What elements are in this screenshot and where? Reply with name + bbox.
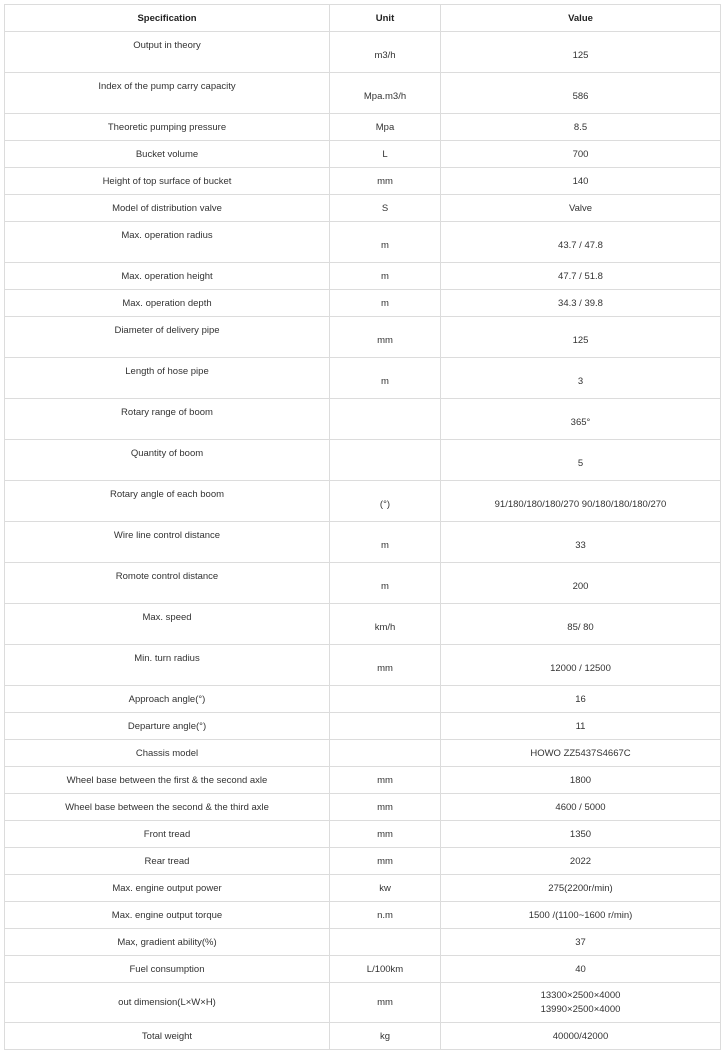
table-row	[5, 794, 721, 821]
table-row	[5, 195, 721, 222]
cell-value: 8.5	[441, 114, 721, 141]
cell-unit: m	[330, 358, 441, 399]
cell-spec: Wire line control distance	[5, 522, 330, 563]
cell-spec: Output in theory	[5, 32, 330, 73]
cell-spec: Quantity of boom	[5, 440, 330, 481]
table-row-total-weight	[5, 1023, 721, 1050]
header-specification: Specification	[5, 5, 330, 32]
table-row	[5, 263, 721, 290]
cell-spec: Fuel consumption	[5, 956, 330, 983]
table-row	[5, 73, 721, 114]
cell-spec: Max. engine output torque	[5, 902, 330, 929]
table-row	[5, 290, 721, 317]
cell-unit: mm	[330, 848, 441, 875]
cell-value: 3	[441, 358, 721, 399]
cell-spec: Front tread	[5, 821, 330, 848]
spec-table	[4, 4, 721, 1050]
cell-unit: (°)	[330, 481, 441, 522]
cell-value: 5	[441, 440, 721, 481]
cell-spec: Max, gradient ability(%)	[5, 929, 330, 956]
cell-value: 125	[441, 32, 721, 73]
cell-spec: Total weight	[5, 1023, 330, 1050]
table-row	[5, 168, 721, 195]
cell-value: 47.7 / 51.8	[441, 263, 721, 290]
table-row	[5, 713, 721, 740]
cell-value: 4600 / 5000	[441, 794, 721, 821]
cell-spec: Height of top surface of bucket	[5, 168, 330, 195]
cell-unit: L	[330, 141, 441, 168]
cell-unit: mm	[330, 983, 441, 1023]
cell-value: 1350	[441, 821, 721, 848]
cell-unit: km/h	[330, 604, 441, 645]
cell-spec: Rear tread	[5, 848, 330, 875]
cell-value: 85/ 80	[441, 604, 721, 645]
cell-value: 12000 / 12500	[441, 645, 721, 686]
table-row	[5, 563, 721, 604]
cell-spec: Index of the pump carry capacity	[5, 73, 330, 114]
cell-unit: m	[330, 263, 441, 290]
table-row	[5, 114, 721, 141]
cell-unit: m	[330, 222, 441, 263]
cell-unit: kg	[330, 1023, 441, 1050]
cell-value: 2022	[441, 848, 721, 875]
table-row	[5, 222, 721, 263]
cell-value-line: 13300×2500×4000	[540, 989, 621, 1001]
cell-value: 275(2200r/min)	[441, 875, 721, 902]
cell-spec: Departure angle(°)	[5, 713, 330, 740]
cell-value: 1800	[441, 767, 721, 794]
cell-spec: Theoretic pumping pressure	[5, 114, 330, 141]
table-row	[5, 522, 721, 563]
cell-value: HOWO ZZ5437S4667C	[441, 740, 721, 767]
cell-unit: mm	[330, 821, 441, 848]
cell-spec: Romote control distance	[5, 563, 330, 604]
cell-unit: m	[330, 563, 441, 604]
cell-spec: Max. operation depth	[5, 290, 330, 317]
table-row	[5, 875, 721, 902]
table-row	[5, 317, 721, 358]
cell-spec: Model of distribution valve	[5, 195, 330, 222]
cell-unit: mm	[330, 317, 441, 358]
cell-value: 586	[441, 73, 721, 114]
table-header-row	[5, 5, 721, 32]
cell-unit: mm	[330, 645, 441, 686]
cell-spec: Bucket volume	[5, 141, 330, 168]
cell-value: 91/180/180/180/270 90/180/180/180/270	[441, 481, 721, 522]
cell-spec: Max. engine output power	[5, 875, 330, 902]
cell-unit	[330, 399, 441, 440]
cell-unit: Mpa.m3/h	[330, 73, 441, 114]
table-row	[5, 604, 721, 645]
header-unit: Unit	[330, 5, 441, 32]
cell-value: 11	[441, 713, 721, 740]
cell-unit	[330, 740, 441, 767]
cell-unit	[330, 713, 441, 740]
cell-value-line: 13990×2500×4000	[540, 1003, 621, 1015]
cell-value: 43.7 / 47.8	[441, 222, 721, 263]
cell-unit	[330, 440, 441, 481]
cell-spec: Chassis model	[5, 740, 330, 767]
cell-value: 700	[441, 141, 721, 168]
cell-spec: Rotary angle of each boom	[5, 481, 330, 522]
cell-spec: Rotary range of boom	[5, 399, 330, 440]
cell-value: 37	[441, 929, 721, 956]
table-row-dimension	[5, 983, 721, 1023]
table-row	[5, 848, 721, 875]
cell-value: 16	[441, 686, 721, 713]
cell-unit: m	[330, 522, 441, 563]
header-value: Value	[441, 5, 721, 32]
cell-unit: m	[330, 290, 441, 317]
cell-value: 365°	[441, 399, 721, 440]
cell-value: 40	[441, 956, 721, 983]
table-row	[5, 956, 721, 983]
cell-spec: Max. operation radius	[5, 222, 330, 263]
table-row	[5, 767, 721, 794]
cell-value: 200	[441, 563, 721, 604]
cell-value	[441, 983, 721, 1023]
cell-unit	[330, 686, 441, 713]
cell-value: 33	[441, 522, 721, 563]
table-row	[5, 645, 721, 686]
spec-table-body	[5, 32, 721, 1050]
cell-spec: Approach angle(°)	[5, 686, 330, 713]
cell-spec: Length of hose pipe	[5, 358, 330, 399]
cell-unit	[330, 929, 441, 956]
cell-spec: Wheel base between the first & the second axle	[5, 767, 330, 794]
cell-unit: S	[330, 195, 441, 222]
cell-unit: L/100km	[330, 956, 441, 983]
cell-spec: Wheel base between the second & the third axle	[5, 794, 330, 821]
cell-value: 40000/42000	[441, 1023, 721, 1050]
table-row	[5, 32, 721, 73]
table-row	[5, 686, 721, 713]
table-row	[5, 929, 721, 956]
table-row	[5, 440, 721, 481]
cell-value: 125	[441, 317, 721, 358]
cell-unit: m3/h	[330, 32, 441, 73]
cell-unit: mm	[330, 767, 441, 794]
cell-spec: Diameter of delivery pipe	[5, 317, 330, 358]
cell-value: 140	[441, 168, 721, 195]
cell-value: Valve	[441, 195, 721, 222]
cell-unit: mm	[330, 794, 441, 821]
cell-unit: n.m	[330, 902, 441, 929]
table-row	[5, 481, 721, 522]
table-row	[5, 358, 721, 399]
table-row	[5, 740, 721, 767]
table-row	[5, 821, 721, 848]
cell-unit: Mpa	[330, 114, 441, 141]
table-row	[5, 141, 721, 168]
cell-unit: mm	[330, 168, 441, 195]
table-row	[5, 902, 721, 929]
cell-spec: Min. turn radius	[5, 645, 330, 686]
cell-spec: Max. operation height	[5, 263, 330, 290]
cell-spec: Max. speed	[5, 604, 330, 645]
cell-value: 34.3 / 39.8	[441, 290, 721, 317]
cell-value: 1500 /(1100~1600 r/min)	[441, 902, 721, 929]
table-row	[5, 399, 721, 440]
cell-unit: kw	[330, 875, 441, 902]
cell-spec: out dimension(L×W×H)	[5, 983, 330, 1023]
